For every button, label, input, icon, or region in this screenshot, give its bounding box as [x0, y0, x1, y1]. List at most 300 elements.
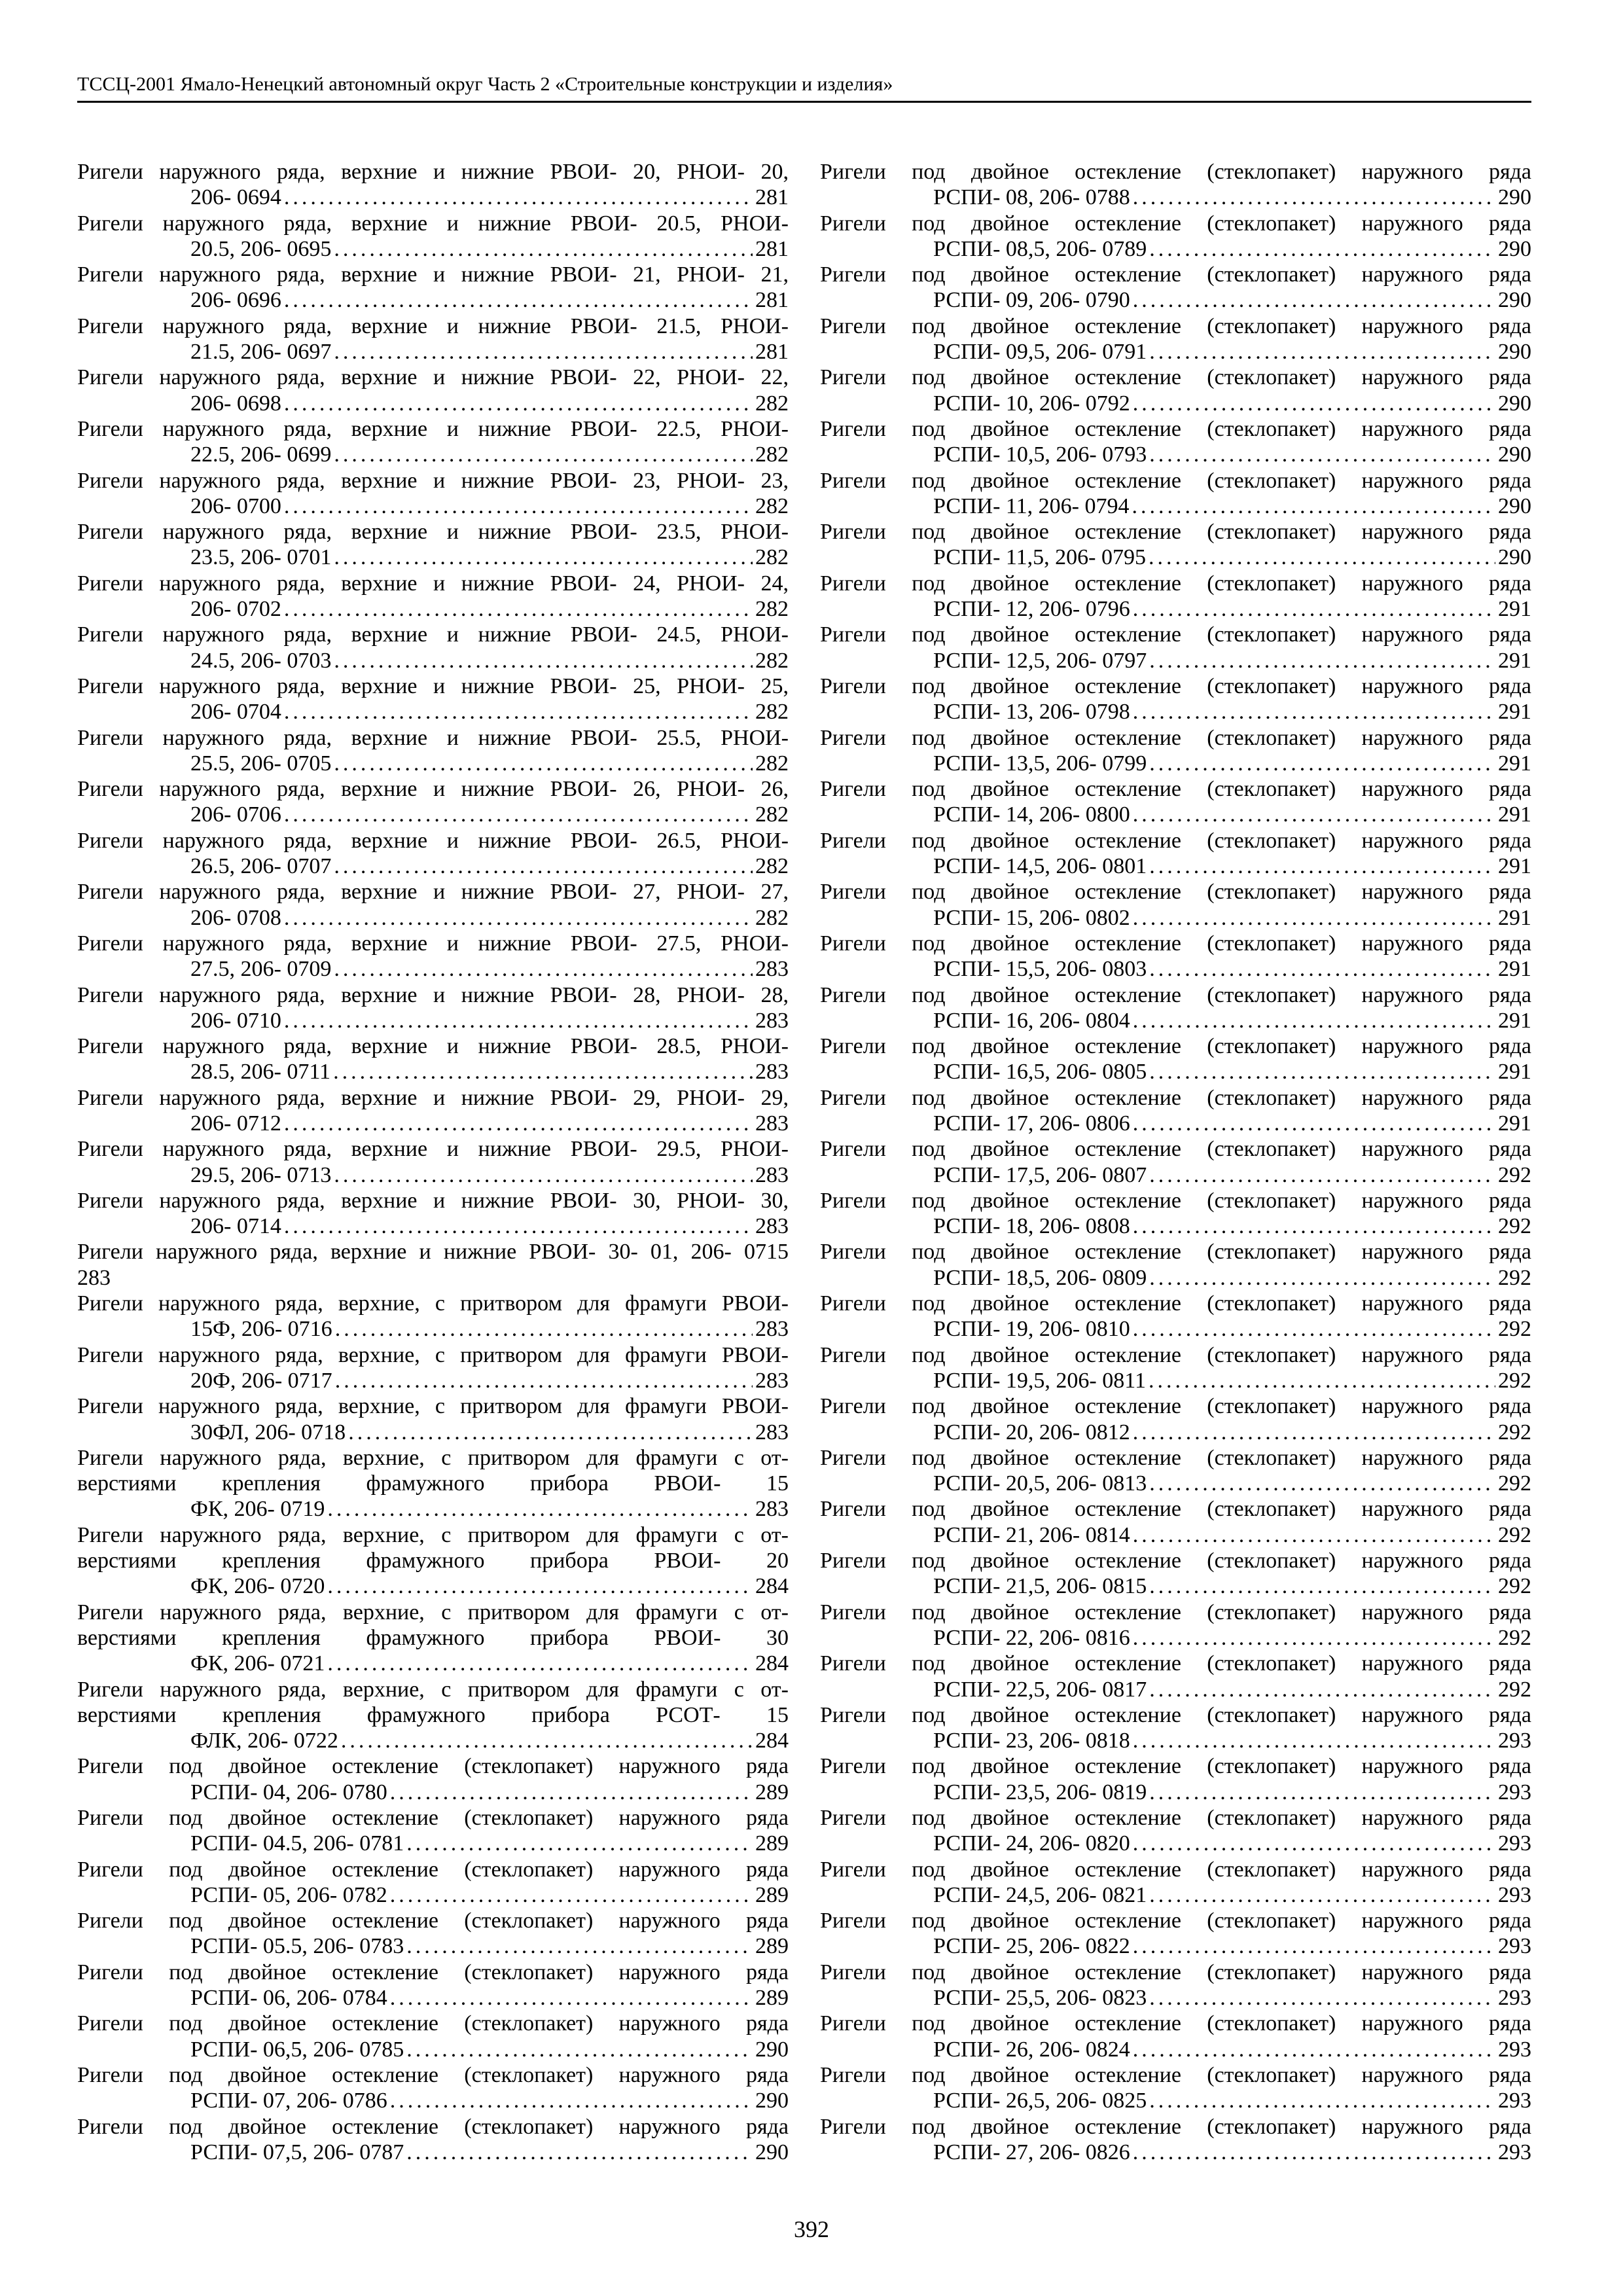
- dot-leader: [335, 1316, 753, 1342]
- index-entry: [820, 1753, 1531, 1805]
- entry-title: Ригели под двойное остекление (стеклопакет) наружного ряда: [820, 622, 1531, 647]
- entry-code: 206- 0700: [190, 493, 281, 518]
- entry-title: Ригели под двойное остекление (стеклопакет) наружного ряда: [820, 1549, 1531, 1573]
- dot-leader: [1133, 699, 1495, 725]
- entry-reference-line: [77, 905, 789, 931]
- entry-title: Ригели наружного ряда, верхние и нижние РВОИ- 22.5, РНОИ-: [77, 416, 789, 441]
- entry-page-number: 282: [755, 854, 789, 879]
- dot-leader: [341, 1728, 753, 1753]
- index-entry: [820, 879, 1531, 931]
- entry-page-number: 283: [755, 1214, 789, 1239]
- dot-leader: [1133, 802, 1495, 827]
- entry-code: РСПИ- 22,5, 206- 0817: [933, 1677, 1147, 1702]
- entry-page-number: 293: [1498, 2089, 1531, 2113]
- index-entry: [820, 776, 1531, 828]
- index-entry: [820, 1496, 1531, 1548]
- entry-code: РСПИ- 06,5, 206- 0785: [190, 2037, 404, 2062]
- entry-code: 206- 0694: [190, 185, 281, 210]
- index-column-right: [820, 159, 1531, 2165]
- entry-code: РСПИ- 20, 206- 0812: [933, 1420, 1130, 1444]
- entry-reference-line: [820, 1677, 1531, 1702]
- entry-code: РСПИ- 09,5, 206- 0791: [933, 340, 1147, 365]
- entry-title: Ригели наружного ряда, верхние, с притвором для фрамуги с от-: [77, 1600, 789, 1624]
- dot-leader: [284, 1111, 753, 1136]
- dot-leader: [334, 545, 753, 570]
- entry-title: Ригели под двойное остекление (стеклопакет) наружного ряда: [820, 982, 1531, 1007]
- index-entry: [77, 159, 789, 211]
- entry-code: 26.5, 206- 0707: [190, 854, 332, 879]
- entry-reference-line: [77, 1265, 789, 1291]
- entry-page-number: 292: [1498, 1317, 1531, 1342]
- entry-page-number: 290: [1498, 442, 1531, 467]
- entry-reference-line: [77, 1728, 789, 1753]
- dot-leader: [284, 287, 753, 313]
- entry-reference-line: [820, 1316, 1531, 1342]
- entry-page-number: 284: [755, 1729, 789, 1753]
- index-entry: [77, 725, 789, 777]
- index-entry: [820, 982, 1531, 1034]
- entry-title: Ригели наружного ряда, верхние и нижние РВОИ- 20, РНОИ- 20,: [77, 160, 789, 184]
- entry-title: Ригели под двойное остекление (стеклопакет) наружного ряда: [820, 1960, 1531, 1984]
- index-entry: [77, 571, 789, 622]
- entry-title: Ригели наружного ряда, верхние и нижние РВОИ- 25.5, РНОИ-: [77, 725, 789, 750]
- entry-code: 22.5, 206- 0699: [190, 442, 332, 467]
- entry-reference-line: [820, 1728, 1531, 1753]
- dot-leader: [390, 1780, 753, 1805]
- entry-code: 206- 0710: [190, 1008, 281, 1033]
- index-entry: [820, 828, 1531, 880]
- index-entry: [820, 1702, 1531, 1754]
- index-entry: [820, 211, 1531, 262]
- index-entry: [820, 1342, 1531, 1394]
- entry-title: Ригели наружного ряда, верхние и нижние РВОИ- 22, РНОИ- 22,: [77, 365, 789, 390]
- entry-page-number: 293: [1498, 1729, 1531, 1753]
- entry-title: Ригели под двойное остекление (стеклопакет) наружного ряда: [820, 1600, 1531, 1624]
- dot-leader: [1133, 905, 1495, 931]
- entry-page-number: 282: [755, 597, 789, 622]
- entry-title: Ригели наружного ряда, верхние, с притвором для фрамуги с от-: [77, 1445, 789, 1470]
- entry-reference-line: [820, 391, 1531, 416]
- index-entry: [77, 1522, 789, 1600]
- entry-page-number: 292: [1498, 1368, 1531, 1393]
- index-entry: [77, 1239, 789, 1291]
- entry-reference-line: [820, 545, 1531, 570]
- entry-reference-line: [77, 2140, 789, 2165]
- entry-code: РСПИ- 22, 206- 0816: [933, 1625, 1130, 1650]
- entry-code: РСПИ- 15, 206- 0802: [933, 905, 1130, 930]
- entry-reference-line: [77, 1008, 789, 1033]
- entry-code: РСПИ- 06, 206- 0784: [190, 1986, 387, 2011]
- entry-title: Ригели наружного ряда, верхние, с притвором для фрамуги РВОИ-: [77, 1291, 789, 1316]
- dot-leader: [1149, 339, 1495, 365]
- entry-page-number: 290: [1498, 236, 1531, 261]
- entry-title: Ригели под двойное остекление (стеклопакет) наружного ряда: [820, 1034, 1531, 1059]
- index-entry: [77, 1393, 789, 1445]
- entry-code: РСПИ- 16,5, 206- 0805: [933, 1060, 1147, 1085]
- entry-title: Ригели наружного ряда, верхние и нижние РВОИ- 26.5, РНОИ-: [77, 828, 789, 853]
- entry-page-number: 282: [755, 700, 789, 725]
- dot-leader: [406, 2140, 753, 2165]
- entry-reference-line: [77, 545, 789, 570]
- dot-leader: [1133, 1316, 1495, 1342]
- entry-reference-line: [77, 1985, 789, 2011]
- entry-code: РСПИ- 21,5, 206- 0815: [933, 1574, 1147, 1599]
- index-entry: [820, 1445, 1531, 1497]
- entry-page-number: 282: [755, 391, 789, 416]
- index-entry: [820, 1857, 1531, 1909]
- entry-reference-line: [77, 287, 789, 313]
- entry-title: Ригели наружного ряда, верхние и нижние РВОИ- 29, РНОИ- 29,: [77, 1085, 789, 1110]
- index-entry: [77, 365, 789, 416]
- entry-page-number: 292: [1498, 1214, 1531, 1239]
- entry-title: Ригели под двойное остекление (стеклопакет) наружного ряда: [820, 725, 1531, 750]
- dot-leader: [1149, 236, 1495, 262]
- entry-reference-line: [820, 648, 1531, 673]
- entry-title: Ригели наружного ряда, верхние и нижние РВОИ- 27.5, РНОИ-: [77, 931, 789, 956]
- entry-page-number: 291: [1498, 1060, 1531, 1085]
- entry-title: Ригели под двойное остекление (стеклопакет) наружного ряда: [820, 1291, 1531, 1316]
- entry-reference-line: [77, 185, 789, 210]
- entry-code: РСПИ- 11,5, 206- 0795: [933, 545, 1146, 570]
- entry-page-number: 289: [755, 1882, 789, 1907]
- dot-leader: [1149, 1059, 1495, 1085]
- dot-leader: [1133, 2037, 1495, 2062]
- entry-reference-line: [820, 1420, 1531, 1445]
- entry-page-number: 291: [1498, 648, 1531, 673]
- entry-title: Ригели под двойное остекление (стеклопакет) наружного ряда: [820, 520, 1531, 545]
- entry-code: РСПИ- 05.5, 206- 0783: [190, 1934, 404, 1959]
- entry-code: РСПИ- 14, 206- 0800: [933, 802, 1130, 827]
- entry-title: Ригели наружного ряда, верхние и нижние РВОИ- 20.5, РНОИ-: [77, 211, 789, 236]
- entry-title: Ригели под двойное остекление (стеклопакет) наружного ряда: [77, 2011, 789, 2036]
- entry-code: РСПИ- 23, 206- 0818: [933, 1729, 1130, 1753]
- entry-title: Ригели под двойное остекление (стеклопакет) наружного ряда: [820, 468, 1531, 493]
- dot-leader: [1149, 1368, 1495, 1393]
- entry-title: Ригели под двойное остекление (стеклопакет) наружного ряда: [820, 2011, 1531, 2036]
- entry-page-number: 282: [755, 648, 789, 673]
- entry-reference-line: [77, 493, 789, 519]
- entry-code: 20.5, 206- 0695: [190, 236, 332, 261]
- dot-leader: [1149, 648, 1495, 673]
- entry-reference-line: [77, 1933, 789, 1959]
- entry-code: РСПИ- 08, 206- 0788: [933, 185, 1130, 210]
- entry-reference-line: [77, 1059, 789, 1085]
- entry-code: РСПИ- 13,5, 206- 0799: [933, 751, 1147, 776]
- dot-leader: [334, 339, 753, 365]
- entry-page-number: 293: [1498, 1831, 1531, 1856]
- entry-code: ФК, 206- 0721: [190, 1651, 325, 1676]
- entry-reference-line: [77, 1316, 789, 1342]
- entry-reference-line: [820, 853, 1531, 879]
- entry-code: ФК, 206- 0720: [190, 1574, 325, 1599]
- entry-title: Ригели под двойное остекление (стеклопакет) наружного ряда: [820, 1445, 1531, 1470]
- index-entry: [820, 1033, 1531, 1085]
- entry-reference-line: [77, 1111, 789, 1136]
- index-entry: [820, 2011, 1531, 2062]
- entry-code: 206- 0714: [190, 1214, 281, 1239]
- entry-reference-line: [820, 1008, 1531, 1033]
- entry-page-number: 293: [1498, 1934, 1531, 1959]
- entry-title: Ригели наружного ряда, верхние и нижние РВОИ- 30- 01, 206- 0715: [77, 1240, 789, 1265]
- entry-reference-line: [820, 699, 1531, 725]
- entry-page-number: 283: [755, 1317, 789, 1342]
- entry-reference-line: [77, 339, 789, 365]
- entry-page-number: 289: [755, 1986, 789, 2011]
- entry-page-number: 283: [755, 1008, 789, 1033]
- entry-code: ФК, 206- 0719: [190, 1497, 325, 1522]
- entry-code: РСПИ- 25,5, 206- 0823: [933, 1986, 1147, 2011]
- entry-title-cont: верстиями крепления фрамужного прибора РВОИ- 20: [77, 1549, 789, 1573]
- entry-page-number: 291: [1498, 700, 1531, 725]
- entry-reference-line: [820, 1522, 1531, 1548]
- dot-leader: [1133, 1933, 1495, 1959]
- entry-reference-line: [77, 391, 789, 416]
- index-entry: [820, 1188, 1531, 1240]
- entry-code: 30ФЛ, 206- 0718: [190, 1420, 346, 1444]
- index-column-left: [77, 159, 789, 2165]
- entry-title: Ригели наружного ряда, верхние и нижние РВОИ- 24, РНОИ- 24,: [77, 571, 789, 596]
- entry-page-number: 289: [755, 1831, 789, 1856]
- entry-reference-line: [77, 802, 789, 827]
- entry-code: РСПИ- 19, 206- 0810: [933, 1317, 1130, 1342]
- entry-reference-line: [77, 1573, 789, 1599]
- entry-reference-line: [77, 648, 789, 673]
- entry-page-number: 283: [755, 1111, 789, 1136]
- index-entry: [77, 1753, 789, 1805]
- dot-leader: [1149, 545, 1495, 570]
- entry-code: РСПИ- 04, 206- 0780: [190, 1780, 387, 1804]
- entry-code: РСПИ- 05, 206- 0782: [190, 1882, 387, 1907]
- entry-reference-line: [77, 1780, 789, 1805]
- dot-leader: [1133, 1625, 1495, 1651]
- entry-reference-line: [820, 442, 1531, 467]
- entry-page-number: 291: [1498, 854, 1531, 879]
- entry-page-number: 281: [755, 185, 789, 210]
- entry-reference-line: [77, 1420, 789, 1445]
- entry-title: Ригели под двойное остекление (стеклопакет) наружного ряда: [77, 1857, 789, 1882]
- entry-title: Ригели под двойное остекление (стеклопакет) наружного ряда: [820, 880, 1531, 905]
- entry-title: Ригели под двойное остекление (стеклопакет) наружного ряда: [820, 777, 1531, 802]
- index-entry: [820, 1908, 1531, 1960]
- index-entry: [77, 879, 789, 931]
- entry-reference-line: [820, 1213, 1531, 1239]
- dot-leader: [327, 1651, 753, 1676]
- index-entry: [820, 468, 1531, 520]
- entry-title: Ригели под двойное остекление (стеклопакет) наружного ряда: [820, 1754, 1531, 1779]
- entry-page-number: 282: [755, 802, 789, 827]
- entry-page-number: 293: [1498, 2037, 1531, 2062]
- entry-title: Ригели наружного ряда, верхние и нижние РВОИ- 21.5, РНОИ-: [77, 314, 789, 338]
- dot-leader: [284, 699, 753, 725]
- entry-title: Ригели под двойное остекление (стеклопакет) наружного ряда: [820, 262, 1531, 287]
- entry-page-number: 292: [1498, 1265, 1531, 1290]
- index-entry: [820, 1960, 1531, 2011]
- entry-code: РСПИ- 10,5, 206- 0793: [933, 442, 1147, 467]
- index-entry: [820, 1548, 1531, 1600]
- entry-title: Ригели под двойное остекление (стеклопакет) наружного ряда: [77, 1754, 789, 1779]
- entry-code: РСПИ- 07,5, 206- 0787: [190, 2140, 404, 2164]
- entry-reference-line: [820, 1573, 1531, 1599]
- entry-title: Ригели наружного ряда, верхние и нижние РВОИ- 29.5, РНОИ-: [77, 1137, 789, 1162]
- entry-title: Ригели наружного ряда, верхние и нижние РВОИ- 21, РНОИ- 21,: [77, 262, 789, 287]
- index-entry: [77, 1857, 789, 1909]
- entry-title: Ригели наружного ряда, верхние, с притвором для фрамуги РВОИ-: [77, 1394, 789, 1419]
- entry-title-cont: верстиями крепления фрамужного прибора РВОИ- 15: [77, 1471, 789, 1496]
- index-entry: [77, 828, 789, 880]
- entry-code: РСПИ- 08,5, 206- 0789: [933, 236, 1147, 261]
- dot-leader: [334, 442, 753, 467]
- entry-page-number: 293: [1498, 2140, 1531, 2164]
- page-number: 392: [794, 2216, 829, 2242]
- entry-page-number: 292: [1498, 1522, 1531, 1547]
- dot-leader: [334, 853, 753, 879]
- index-entry: [77, 1188, 789, 1240]
- index-entry: [77, 1445, 789, 1522]
- entry-code: 21.5, 206- 0697: [190, 340, 332, 365]
- dot-leader: [1149, 1780, 1495, 1805]
- index-entry: [820, 1291, 1531, 1342]
- index-entry: [77, 2062, 789, 2114]
- entry-title: Ригели под двойное остекление (стеклопакет) наружного ряда: [77, 1909, 789, 1933]
- entry-code: 206- 0702: [190, 597, 281, 622]
- entry-code: РСПИ- 16, 206- 0804: [933, 1008, 1130, 1033]
- index-entry: [77, 211, 789, 262]
- dot-leader: [334, 1162, 753, 1188]
- entry-title: Ригели под двойное остекление (стеклопакет) наружного ряда: [820, 828, 1531, 853]
- entry-code: РСПИ- 24,5, 206- 0821: [933, 1882, 1147, 1907]
- entry-code: РСПИ- 14,5, 206- 0801: [933, 854, 1147, 879]
- entry-title: Ригели под двойное остекление (стеклопакет) наружного ряда: [820, 1651, 1531, 1676]
- entry-title: Ригели под двойное остекление (стеклопакет) наружного ряда: [820, 1085, 1531, 1110]
- entry-code: РСПИ- 10, 206- 0792: [933, 391, 1130, 416]
- entry-title: Ригели наружного ряда, верхние и нижние РВОИ- 24.5, РНОИ-: [77, 622, 789, 647]
- entry-reference-line: [820, 2088, 1531, 2113]
- entry-reference-line: [820, 1780, 1531, 1805]
- dot-leader: [284, 905, 753, 931]
- entry-title: Ригели под двойное остекление (стеклопакет) наружного ряда: [820, 1342, 1531, 1367]
- entry-code: 206- 0698: [190, 391, 281, 416]
- dot-leader: [1149, 853, 1495, 879]
- entry-code: 206- 0712: [190, 1111, 281, 1136]
- entry-title: Ригели наружного ряда, верхние, с притвором для фрамуги РВОИ-: [77, 1342, 789, 1367]
- entry-page-number: 282: [755, 493, 789, 518]
- index-entry: [820, 1393, 1531, 1445]
- entry-reference-line: [820, 905, 1531, 931]
- entry-title: Ригели под двойное остекление (стеклопакет) наружного ряда: [77, 1806, 789, 1830]
- entry-title: Ригели под двойное остекление (стеклопакет) наружного ряда: [820, 416, 1531, 441]
- dot-leader: [1133, 287, 1495, 313]
- entry-code: РСПИ- 23,5, 206- 0819: [933, 1780, 1147, 1804]
- entry-reference-line: [77, 1213, 789, 1239]
- index-entry: [77, 519, 789, 571]
- entry-reference-line: [820, 751, 1531, 776]
- index-entry: [77, 1342, 789, 1394]
- dot-leader: [284, 1213, 753, 1239]
- entry-reference-line: [77, 1831, 789, 1856]
- entry-page-number: 281: [755, 340, 789, 365]
- dot-leader: [333, 1059, 753, 1085]
- entry-reference-line: [820, 1162, 1531, 1188]
- entry-title: Ригели наружного ряда, верхние и нижние РВОИ- 25, РНОИ- 25,: [77, 673, 789, 698]
- entry-code: РСПИ- 26, 206- 0824: [933, 2037, 1130, 2062]
- entry-reference-line: [77, 236, 789, 262]
- entry-page-number: 292: [1498, 1574, 1531, 1599]
- entry-title: Ригели наружного ряда, верхние и нижние РВОИ- 23, РНОИ- 23,: [77, 468, 789, 493]
- entry-reference-line: [77, 442, 789, 467]
- index-entry: [77, 776, 789, 828]
- index-entry: [77, 1136, 789, 1188]
- entry-page-number: 291: [1498, 597, 1531, 622]
- entry-reference-line: [77, 1368, 789, 1393]
- dot-leader: [1149, 2088, 1495, 2113]
- dot-leader: [1133, 391, 1495, 416]
- entry-page-number: 283: [755, 1368, 789, 1393]
- entry-page-number: 284: [755, 1651, 789, 1676]
- entry-reference-line: [77, 1162, 789, 1188]
- entry-code: РСПИ- 12, 206- 0796: [933, 597, 1130, 622]
- entry-page-number: 291: [1498, 1111, 1531, 1136]
- entry-reference-line: [77, 699, 789, 725]
- entry-reference-line: [77, 1651, 789, 1676]
- index-entry: [820, 622, 1531, 673]
- dot-leader: [284, 1008, 753, 1033]
- dot-leader: [334, 751, 753, 776]
- entry-code: РСПИ- 26,5, 206- 0825: [933, 2089, 1147, 2113]
- index-entry: [77, 1805, 789, 1857]
- entry-reference-line: [820, 236, 1531, 262]
- dot-leader: [334, 236, 753, 262]
- entry-title: Ригели наружного ряда, верхние и нижние РВОИ- 28.5, РНОИ-: [77, 1034, 789, 1059]
- dot-leader: [1149, 751, 1495, 776]
- entry-code: РСПИ- 18,5, 206- 0809: [933, 1265, 1147, 1290]
- entry-reference-line: [820, 802, 1531, 827]
- index-entry: [77, 416, 789, 468]
- entry-page-number: 282: [755, 545, 789, 570]
- entry-title-cont: верстиями крепления фрамужного прибора РСОТ- 15: [77, 1702, 789, 1727]
- entry-page-number: 290: [1498, 545, 1531, 570]
- entry-title: Ригели под двойное остекление (стеклопакет) наружного ряда: [820, 160, 1531, 184]
- index-entry: [820, 1136, 1531, 1188]
- dot-leader: [284, 493, 753, 519]
- entry-reference-line: [820, 2037, 1531, 2062]
- index-entry: [77, 931, 789, 982]
- entry-title: Ригели под двойное остекление (стеклопакет) наружного ряда: [820, 1806, 1531, 1830]
- entry-page-number: 292: [1498, 1420, 1531, 1444]
- dot-leader: [284, 802, 753, 827]
- dot-leader: [1133, 2140, 1495, 2165]
- entry-code: РСПИ- 09, 206- 0790: [933, 288, 1130, 313]
- entry-title: Ригели наружного ряда, верхние, с притвором для фрамуги с от-: [77, 1522, 789, 1547]
- entry-code: РСПИ- 18, 206- 0808: [933, 1214, 1130, 1239]
- entry-code: 15Ф, 206- 0716: [190, 1317, 332, 1342]
- index-entry: [820, 416, 1531, 468]
- entry-code: РСПИ- 13, 206- 0798: [933, 700, 1130, 725]
- index-entry: [77, 1908, 789, 1960]
- entry-code: РСПИ- 27, 206- 0826: [933, 2140, 1130, 2164]
- index-entry: [77, 1033, 789, 1085]
- entry-reference-line: [77, 1882, 789, 1908]
- dot-leader: [335, 1368, 753, 1393]
- dot-leader: [1149, 442, 1495, 467]
- entry-code: РСПИ- 04.5, 206- 0781: [190, 1831, 404, 1856]
- entry-reference-line: [820, 493, 1531, 519]
- dot-leader: [1132, 493, 1496, 519]
- index-entry: [820, 365, 1531, 416]
- entry-code: 20Ф, 206- 0717: [190, 1368, 332, 1393]
- index-entry: [77, 468, 789, 520]
- entry-page-number: 283: [755, 1162, 789, 1187]
- index-entry: [820, 571, 1531, 622]
